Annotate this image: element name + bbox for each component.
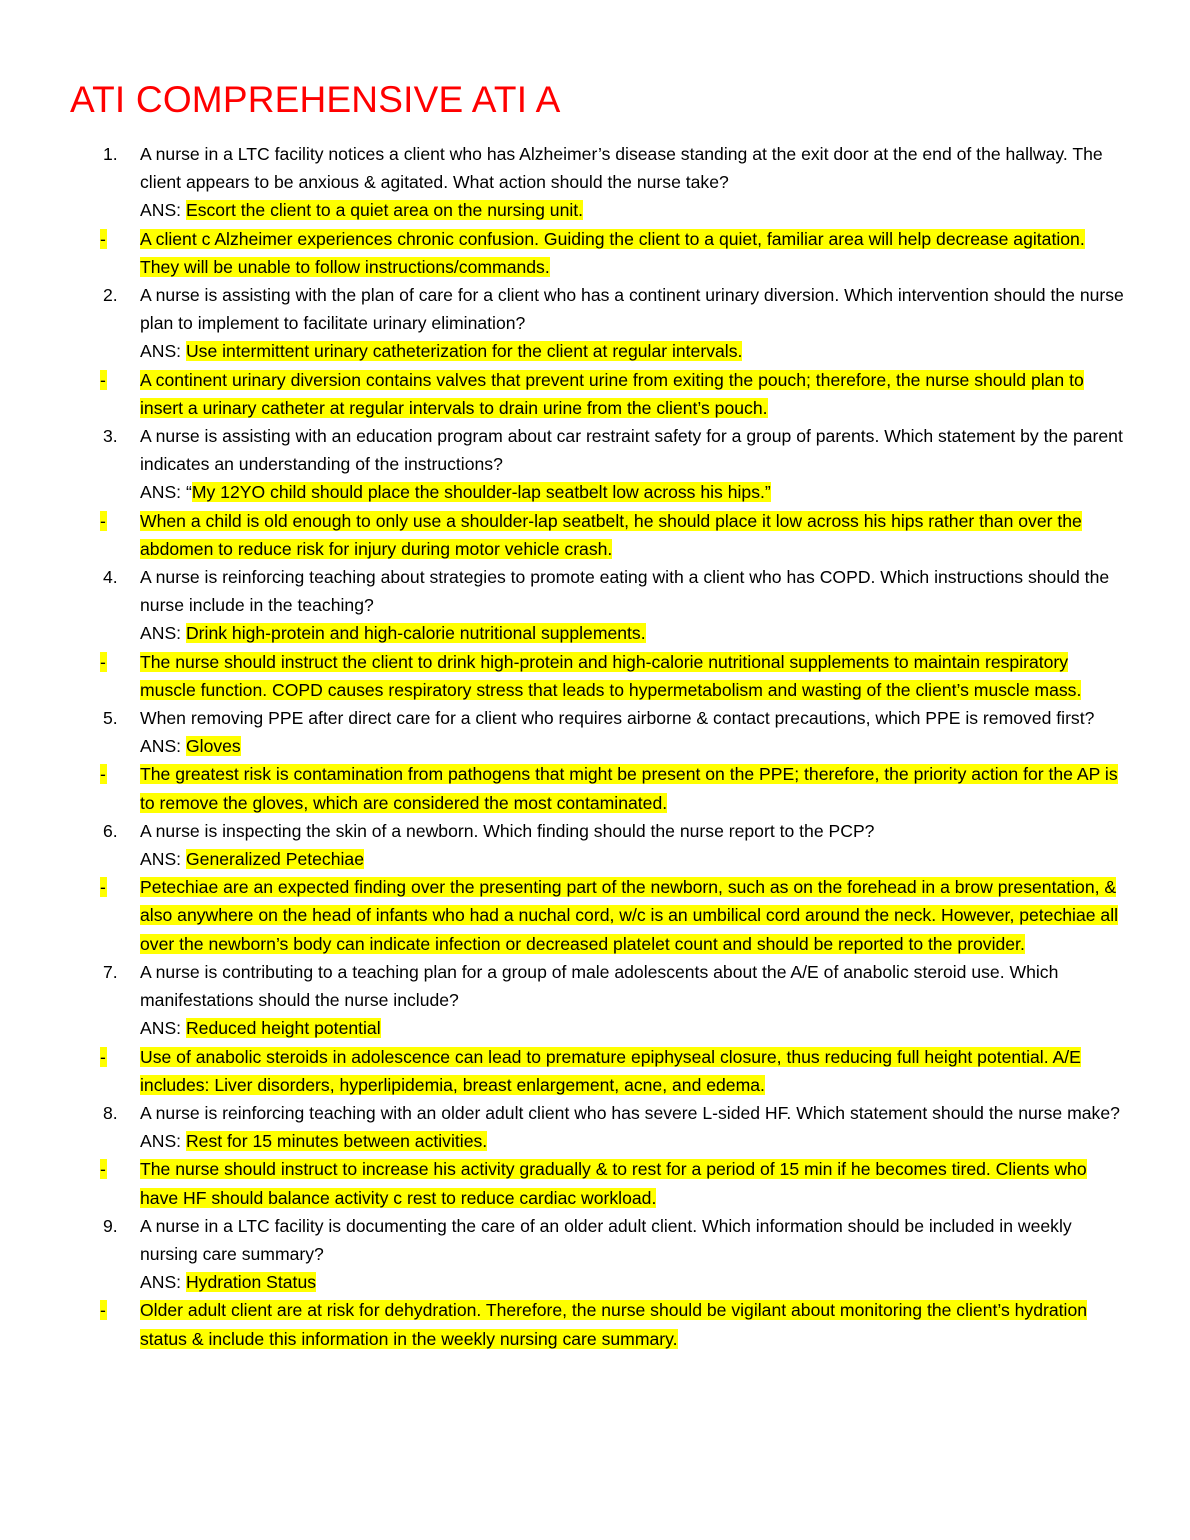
rationale-text: Use of anabolic steroids in adolescence can lead to premature epiphyseal closure, thus reducing full height potential. A/E includes: Liver disorders, hyperlipidemia, breast enlargement, acne, and edema.: [140, 1046, 1081, 1095]
question-number: 6.: [103, 820, 118, 841]
question-text: A nurse in a LTC facility is documenting the care of an older adult client. Which information should be included in weekly nursing care summary?: [140, 1215, 1072, 1264]
rationale-body: [140, 1155, 1125, 1211]
rationale-bullet: [0, 1043, 140, 1099]
question-number: 2.: [103, 285, 118, 306]
rationale-row: [0, 648, 1190, 704]
rationale-bullet: [0, 507, 140, 563]
rationale-dash: -: [100, 369, 106, 390]
rationale-bullet: [0, 760, 140, 816]
rationale-dash: -: [100, 1046, 106, 1067]
question-number: 7.: [103, 961, 118, 982]
question-number: 3.: [103, 426, 118, 447]
question-text: A nurse is reinforcing teaching with an older adult client who has severe L-sided HF. Which statement should the nurse make?: [140, 1102, 1120, 1123]
answer-lead-quote: “: [185, 482, 192, 503]
rationale-body: [140, 873, 1125, 958]
question-row: [0, 958, 1190, 1043]
question-text: A nurse is reinforcing teaching about strategies to promote eating with a client who has COPD. Which instructions should the nurse include in the teaching?: [140, 567, 1110, 616]
question-body: [140, 140, 1125, 225]
rationale-row: [0, 1155, 1190, 1211]
rationale-text: Petechiae are an expected finding over the presenting part of the newborn, such as on the forehead in a brow presentation, & also anywhere on the head of infants who had a nuchal cord, w/c is an umbilical cord around the neck. However, petechiae all over the newborn’s body can indicate infection or decreased platelet count and should be reported to the provider.: [140, 877, 1119, 954]
question-item: [0, 281, 1190, 422]
question-row: [0, 563, 1190, 648]
answer-prefix: ANS:: [140, 341, 182, 362]
rationale-bullet: [0, 1155, 140, 1211]
rationale-bullet: [0, 873, 140, 958]
question-body: [140, 422, 1125, 507]
answer-text: Hydration Status: [185, 1272, 317, 1293]
rationale-dash: -: [100, 651, 106, 672]
answer-prefix: ANS:: [140, 1018, 182, 1039]
question-body: [140, 281, 1125, 366]
rationale-body: [140, 366, 1125, 422]
rationale-text: A client c Alzheimer experiences chronic confusion. Guiding the client to a quiet, familiar area will help decrease agitation. They will be unable to follow instructions/commands.: [140, 228, 1085, 277]
rationale-dash: -: [100, 877, 106, 898]
rationale-text: When a child is old enough to only use a shoulder-lap seatbelt, he should place it low across his hips rather than over the abdomen to reduce risk for injury during motor vehicle crash.: [140, 510, 1082, 559]
rationale-body: [140, 507, 1125, 563]
rationale-text: The greatest risk is contamination from pathogens that might be present on the PPE; therefore, the priority action for the AP is to remove the gloves, which are considered the most contaminated.: [140, 764, 1118, 813]
answer-text: Rest for 15 minutes between activities.: [185, 1131, 488, 1152]
answer-prefix: ANS:: [140, 482, 182, 503]
rationale-row: [0, 873, 1190, 958]
rationale-row: [0, 1043, 1190, 1099]
answer-text: Gloves: [185, 736, 241, 757]
rationale-bullet: [0, 366, 140, 422]
rationale-dash: -: [100, 1159, 106, 1180]
question-body: [140, 1212, 1125, 1297]
question-text: A nurse is assisting with the plan of care for a client who has a continent urinary diversion. Which intervention should the nurse plan to implement to facilitate urinary elimination?: [140, 285, 1124, 334]
question-item: [0, 563, 1190, 704]
rationale-dash: -: [100, 510, 106, 531]
rationale-body: [140, 1043, 1125, 1099]
answer-text: Reduced height potential: [185, 1018, 381, 1039]
question-body: [140, 817, 1125, 873]
question-row: [0, 704, 1190, 760]
question-number: 1.: [103, 144, 118, 164]
answer-prefix: ANS:: [140, 849, 182, 870]
rationale-bullet: [0, 1296, 140, 1352]
question-row: [0, 140, 1190, 225]
rationale-text: Older adult client are at risk for dehydration. Therefore, the nurse should be vigilant about monitoring the client’s hydration status & include this information in the weekly nursing care summary.: [140, 1300, 1088, 1349]
question-text: A nurse is assisting with an education program about car restraint safety for a group of parents. Which statement by the parent indicates an understanding of the instructions?: [140, 426, 1123, 475]
question-row: [0, 1099, 1190, 1155]
rationale-body: [140, 760, 1125, 816]
rationale-row: [0, 760, 1190, 816]
rationale-bullet: [0, 225, 140, 281]
question-item: [0, 958, 1190, 1099]
answer-text: Escort the client to a quiet area on the nursing unit.: [185, 200, 584, 221]
rationale-row: [0, 366, 1190, 422]
question-body: [140, 704, 1125, 760]
question-text: A nurse is inspecting the skin of a newborn. Which finding should the nurse report to the PCP?: [140, 820, 875, 841]
question-item: [0, 1099, 1190, 1212]
answer-prefix: ANS:: [140, 623, 182, 644]
question-text: When removing PPE after direct care for a client who requires airborne & contact precautions, which PPE is removed first?: [140, 708, 1095, 729]
question-body: [140, 563, 1125, 648]
question-row: [0, 1212, 1190, 1297]
question-text: A nurse in a LTC facility notices a client who has Alzheimer’s disease standing at the exit door at the end of the hallway. The client appears to be anxious & agitated. What action should the nurse take?: [140, 144, 1103, 193]
rationale-row: [0, 225, 1190, 281]
rationale-body: [140, 648, 1125, 704]
answer-prefix: ANS:: [140, 200, 182, 221]
question-text: A nurse is contributing to a teaching plan for a group of male adolescents about the A/E of anabolic steroid use. Which manifestations should the nurse include?: [140, 961, 1059, 1011]
question-number: 4.: [103, 567, 118, 588]
answer-text: Use intermittent urinary catheterization for the client at regular intervals.: [185, 341, 743, 362]
question-item: [0, 422, 1190, 563]
rationale-text: A continent urinary diversion contains valves that prevent urine from exiting the pouch; therefore, the nurse should plan to insert a urinary catheter at regular intervals to drain urine from the client’s pouch.: [140, 369, 1084, 418]
question-number: 8.: [103, 1102, 118, 1123]
answer-text: Generalized Petechiae: [185, 849, 364, 870]
question-item: [0, 704, 1190, 817]
question-row: [0, 281, 1190, 366]
question-body: [140, 958, 1125, 1043]
rationale-dash: -: [100, 764, 106, 785]
answer-prefix: ANS:: [140, 736, 182, 757]
question-body: [140, 1099, 1125, 1155]
rationale-text: The nurse should instruct to increase his activity gradually & to rest for a period of 15 min if he becomes tired. Clients who have HF should balance activity c rest to reduce cardiac workload.: [140, 1159, 1087, 1208]
question-row: [0, 817, 1190, 873]
question-item: [0, 1212, 1190, 1353]
rationale-row: [0, 507, 1190, 563]
rationale-text: The nurse should instruct the client to drink high-protein and high-calorie nutritional supplements to maintain respiratory muscle function. COPD causes respiratory stress that leads to hypermetabolism and wasting of the client’s muscle mass.: [140, 651, 1082, 700]
rationale-bullet: [0, 648, 140, 704]
rationale-body: [140, 1296, 1125, 1352]
question-item: [0, 817, 1190, 958]
answer-text: Drink high-protein and high-calorie nutritional supplements.: [185, 623, 646, 644]
question-row: [0, 422, 1190, 507]
question-number: 5.: [103, 708, 118, 729]
question-item: [0, 140, 1190, 281]
answer-prefix: ANS:: [140, 1272, 182, 1293]
rationale-dash: -: [100, 1300, 106, 1321]
rationale-row: [0, 1296, 1190, 1352]
answer-text: My 12YO child should place the shoulder-lap seatbelt low across his hips.”: [191, 482, 771, 503]
question-number: 9.: [103, 1215, 118, 1236]
answer-prefix: ANS:: [140, 1131, 182, 1152]
question-list: [0, 140, 1190, 1353]
rationale-body: [140, 225, 1125, 281]
page-title: ATI COMPREHENSIVE ATI A: [70, 79, 561, 120]
rationale-dash: -: [100, 228, 106, 249]
